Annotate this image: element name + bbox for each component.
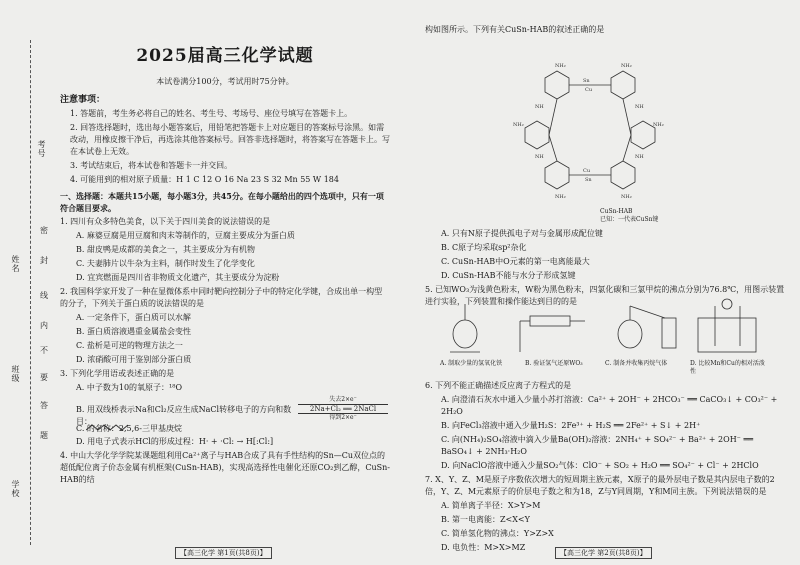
- note-item: 2. 回答选择题时，选出每小题答案后，用铅笔把答题卡上对应题目的答案标号涂黑。如需改动，用橡皮擦干净后，再选涂其他答案标号。回答非选择题时，将答案写在答题卡上。写在本试卷上无效。: [70, 123, 390, 156]
- q4-option: A. 只有N原子提供孤电子对与金属形成配位键: [441, 229, 603, 238]
- q6-option: A. 向澄清石灰水中通入少量小苏打溶液：Ca²⁺ + 2OH⁻ + 2HCO₃⁻ ══ CaCO₃↓ + CO₃²⁻ + 2H₂O: [441, 395, 778, 416]
- q3-option: C. 的名称：2,5,6-三甲基庚烷: [76, 424, 182, 433]
- q7-option: A. 简单离子半径：X>Y>M: [441, 501, 541, 510]
- svg-text:Sn: Sn: [583, 78, 590, 84]
- bridge-equation: 2Na+Cl₂ ══ 2NaCl: [298, 404, 388, 414]
- q1-option: B. 甜皮鸭是成都的美食之一，其主要成分为有机物: [76, 245, 255, 254]
- question-7: 7. X、Y、Z、M是原子序数依次增大的短周期主族元素，X原子的最外层电子数是其内层电子数的2倍，Y、Z、M元素原子的价层电子数之和为18，Z与Y同周期，Y和M同主族。下列说法错误的是: [425, 475, 775, 496]
- svg-text:NH₂: NH₂: [621, 63, 632, 69]
- section-header: 一、选择题：本题共15小题，每小题3分，共45分。在每小题给出的四个选项中，只有一项符合题目要求。: [60, 191, 384, 213]
- question-1: 1. 四川有众多特色美食，以下关于四川美食的说法错误的是: [60, 217, 271, 226]
- molecule-label: CuSn-HAB: [600, 208, 633, 215]
- seal-char: 题: [40, 431, 48, 440]
- seal-char: 不: [40, 346, 48, 355]
- svg-text:Cu: Cu: [583, 168, 591, 174]
- q6-option: D. 向NaClO溶液中通入少量SO₂气体：ClO⁻ + SO₂ + H₂O ══ SO₄²⁻ + Cl⁻ + 2HClO: [441, 461, 759, 470]
- seal-char: 线: [40, 291, 48, 300]
- question-6: 6. 下列不能正确描述反应离子方程式的是: [425, 381, 572, 390]
- apparatus-caption: A. 制取少量的氢氧化铁: [440, 360, 503, 367]
- question-4-cont: 构如图所示。下列有关CuSn-HAB的叙述正确的是: [425, 25, 605, 34]
- exam-subtitle: 本试卷满分100分，考试用时75分钟。: [156, 77, 294, 86]
- notes-title: 注意事项：: [60, 95, 106, 105]
- note-item: 1. 答题前，考生务必将自己的姓名、考生号、考场号、座位号填写在答题卡上。: [70, 109, 353, 118]
- svg-text:NH₂: NH₂: [555, 194, 566, 200]
- molecule-note: 已知：一代表CuSn键: [600, 216, 659, 223]
- q7-option: D. 电负性：M>X>MZ: [441, 543, 526, 552]
- q3-option: A. 中子数为10的氧原子：¹⁸O: [76, 383, 183, 392]
- q1-option: C. 夫妻肺片以牛杂为主料，制作时发生了化学变化: [76, 259, 255, 268]
- q7-option: C. 简单氢化物的沸点：Y>Z>X: [441, 529, 554, 538]
- svg-text:NH: NH: [635, 104, 644, 110]
- apparatus-figure: [430, 296, 770, 356]
- q4-option: D. CuSn-HAB不能与水分子形成氢键: [441, 271, 576, 280]
- apparatus-caption: C. 制备并收集丙烷气体: [605, 360, 668, 367]
- q3-option-c-row: [60, 422, 390, 436]
- electron-bridge-diagram: [298, 396, 388, 422]
- note-item: 3. 考试结束后，将本试卷和答题卡一并交回。: [70, 161, 233, 170]
- svg-text:NH₂: NH₂: [621, 194, 632, 200]
- q3-option-b-row: [60, 396, 390, 426]
- question-5: 5. 已知WO₃为浅黄色粉末，W粉为黑色粉末，四氯化碳和三氯甲烷的沸点分别为76.8℃，用图示装置进行实验，下列装置和操作能达到目的的是: [425, 285, 785, 306]
- svg-text:NH: NH: [535, 154, 544, 160]
- q3-option: D. 用电子式表示HCl的形成过程：H· + ·Cl: → H[:Cl:]: [76, 437, 274, 446]
- seal-char: 内: [40, 321, 48, 330]
- seal-line: [30, 40, 31, 545]
- svg-text:Cu: Cu: [585, 87, 593, 93]
- question-4: 4. 中山大学化学学院某课题组利用Ca²⁺离子与HAB合成了具有手性结构的Sn—Cu双位点的超低配位离子价态金属有机框架(CuSn-HAB)，实现高选择性电催化还原CO₂到乙醇，CuSn-HAB的结: [60, 451, 390, 484]
- binding-gutter: [0, 0, 60, 565]
- q6-option: B. 向FeCl₃溶液中通入少量H₂S：2Fe³⁺ + H₂S ══ 2Fe²⁺ + S↓ + 2H⁺: [441, 421, 701, 430]
- seal-char: 要: [40, 373, 48, 382]
- svg-text:Sn: Sn: [585, 177, 592, 183]
- page-2-footer: 【高三化学 第2页(共8页)】: [555, 547, 652, 559]
- question-3: 3. 下列化学用语或表述正确的是: [60, 369, 175, 378]
- svg-text:NH: NH: [635, 154, 644, 160]
- note-item: 4. 可能用到的相对原子质量：H 1 C 12 O 16 Na 23 S 32 Mn 55 W 184: [70, 175, 339, 184]
- q1-option: A. 麻婆豆腐是用豆腐和肉末等制作的，豆腐主要成分为蛋白质: [76, 231, 295, 240]
- page-2-lower: [425, 380, 785, 556]
- school-label: 学校: [11, 480, 20, 498]
- svg-text:NH₂: NH₂: [513, 122, 524, 128]
- q3-option: B. 用双线桥表示Na和Cl₂反应生成NaCl转移电子的方向和数目：: [76, 405, 292, 426]
- name-label: 姓名: [11, 255, 20, 273]
- question-2: 2. 我国科学家开发了一种在显微体系中同时靶向控制分子中的特定化学键，合成出单一构型的分子，下列关于蛋白质的说法错误的是: [60, 287, 383, 308]
- exam-no-label: 考号: [37, 140, 46, 158]
- seal-char: 密: [40, 226, 48, 235]
- q1-option: D. 宜宾燃面是四川省非物质文化遗产，其主要成分为淀粉: [76, 273, 280, 282]
- q2-option: C. 盐析是可逆的物理方法之一: [76, 341, 183, 350]
- svg-text:NH₂: NH₂: [555, 63, 566, 69]
- svg-text:NH: NH: [535, 104, 544, 110]
- seal-char: 封: [40, 256, 48, 265]
- class-label: 班级: [11, 365, 20, 383]
- apparatus-caption: D. 比较Mn和Cu的相对活泼性: [690, 360, 765, 375]
- apparatus-caption: B. 验证氢气还原WO₃: [525, 360, 583, 367]
- page-1: [60, 40, 390, 488]
- cusn-hab-structure-figure: [505, 58, 675, 208]
- q7-option: B. 第一电离能：Z<X<Y: [441, 515, 530, 524]
- q2-option: D. 浓硝酸可用于鉴别部分蛋白质: [76, 355, 192, 364]
- exam-title: 2025届高三化学试题: [136, 46, 314, 66]
- svg-text:NH₂: NH₂: [653, 122, 664, 128]
- page-1-footer: 【高三化学 第1页(共8页)】: [175, 547, 272, 559]
- bridge-top-label: 失去2×e⁻: [329, 396, 357, 403]
- q6-option: C. 向(NH₄)₂SO₄溶液中滴入少量Ba(OH)₂溶液：2NH₄⁺ + SO₄²⁻ + Ba²⁺ + 2OH⁻ ══ BaSO₄↓ + 2NH₃·H₂O: [441, 435, 754, 456]
- seal-char: 答: [40, 401, 48, 410]
- q4-option: B. C原子均采取sp²杂化: [441, 243, 527, 252]
- q4-option: C. CuSn-HAB中O元素的第一电离能最大: [441, 257, 590, 266]
- page-2: [425, 24, 785, 38]
- bridge-bottom-label: 得到2×e⁻: [329, 414, 357, 421]
- q2-option: A. 一定条件下，蛋白质可以水解: [76, 313, 191, 322]
- q2-option: B. 蛋白质溶液遇重金属盐会变性: [76, 327, 191, 336]
